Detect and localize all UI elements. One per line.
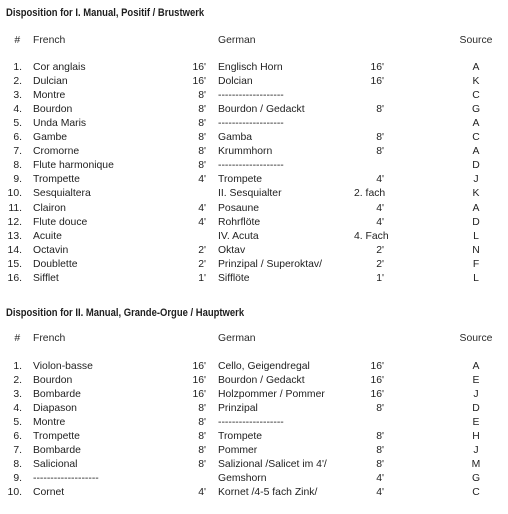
header-german: German (218, 333, 256, 344)
german-pitch: 16' (370, 375, 384, 387)
german-pitch: 4' (376, 487, 384, 499)
french-pitch: 2' (198, 244, 206, 256)
header-source: Source (459, 35, 493, 46)
german-pitch: 2. fach (354, 188, 386, 200)
german-pitch: 8' (376, 146, 384, 158)
german-stop-name: ------------------- (218, 160, 284, 172)
source-code: K (472, 76, 480, 88)
french-stop-name: ------------------- (33, 473, 99, 485)
german-stop-name: Prinzipal / Superoktav/ (218, 258, 322, 270)
stop-number: 1. (13, 62, 22, 73)
french-stop-name: Montre (33, 417, 66, 429)
french-stop-name: Doublette (33, 258, 78, 270)
french-stop-name: Trompette (33, 174, 80, 186)
table-row (0, 133, 508, 145)
french-stop-name: Acuite (33, 230, 62, 242)
table-row (0, 432, 508, 444)
german-pitch: 4' (376, 216, 384, 228)
french-pitch: 16' (192, 62, 206, 73)
german-pitch: 8' (376, 431, 384, 443)
german-pitch: 16' (370, 361, 384, 372)
source-code: D (472, 403, 480, 415)
table-row (0, 488, 508, 500)
french-stop-name: Gambe (33, 132, 68, 144)
german-stop-name: Posaune (218, 202, 260, 214)
german-stop-name: Bourdon / Gedackt (218, 375, 305, 387)
source-code: H (472, 431, 480, 443)
german-stop-name: Cello, Geigendregal (218, 361, 310, 372)
stop-number: 10. (7, 188, 22, 200)
source-code: E (472, 417, 480, 429)
stop-number: 6. (13, 132, 22, 144)
stop-number: 4. (13, 104, 22, 116)
french-pitch: 8' (198, 431, 206, 443)
table-row (0, 161, 508, 173)
french-stop-name: Octavin (33, 244, 69, 256)
german-pitch: 16' (370, 389, 384, 401)
table-row (0, 77, 508, 89)
french-pitch: 8' (198, 445, 206, 457)
stop-number: 1. (13, 361, 22, 372)
french-stop-name: Sesquialtera (33, 188, 91, 200)
source-code: A (472, 361, 480, 372)
german-stop-name: IV. Acuta (218, 230, 259, 242)
german-pitch: 8' (376, 445, 384, 457)
table-row (0, 460, 508, 472)
french-stop-name: Diapason (33, 403, 77, 415)
french-pitch: 8' (198, 118, 206, 130)
german-pitch: 8' (376, 104, 384, 116)
source-code: A (472, 146, 480, 158)
french-pitch: 16' (192, 361, 206, 372)
header-source: Source (459, 333, 493, 344)
stop-number: 5. (13, 118, 22, 130)
german-stop-name: ------------------- (218, 90, 284, 102)
stop-number: 8. (13, 160, 22, 172)
german-stop-name: Rohrflöte (218, 216, 261, 228)
german-stop-name: Bourdon / Gedackt (218, 104, 305, 116)
source-code: C (472, 90, 480, 102)
french-stop-name: Bourdon (33, 375, 73, 387)
table-row (0, 119, 508, 131)
french-pitch: 4' (198, 216, 206, 228)
french-pitch: 4' (198, 202, 206, 214)
stop-number: 12. (7, 216, 22, 228)
german-pitch: 4. Fach (354, 230, 389, 242)
french-pitch: 4' (198, 487, 206, 499)
table-row (0, 218, 508, 230)
german-stop-name: ------------------- (218, 417, 284, 429)
source-code: G (471, 473, 481, 485)
french-stop-name: Cornet (33, 487, 65, 499)
table-row (0, 232, 508, 244)
table-row (0, 105, 508, 117)
stop-number: 9. (13, 473, 22, 485)
french-pitch: 1' (198, 272, 206, 284)
stop-number: 6. (13, 431, 22, 443)
table-row (0, 474, 508, 486)
german-stop-name: Gamba (218, 132, 253, 144)
header-number: # (14, 333, 20, 344)
source-code: D (472, 160, 480, 172)
source-code: M (471, 459, 481, 471)
french-pitch: 8' (198, 459, 206, 471)
german-stop-name: Salizional /Salicet im 4'/ (218, 459, 327, 471)
stop-number: 13. (7, 230, 22, 242)
german-pitch: 8' (376, 403, 384, 415)
source-code: L (473, 272, 479, 284)
column-header-row (0, 334, 508, 346)
source-code: A (472, 62, 480, 73)
german-pitch: 8' (376, 459, 384, 471)
source-code: F (472, 258, 480, 270)
french-stop-name: Sifflet (33, 272, 59, 284)
french-pitch: 8' (198, 90, 206, 102)
stop-number: 4. (13, 403, 22, 415)
french-stop-name: Flute douce (33, 216, 88, 228)
french-pitch: 16' (192, 76, 206, 88)
german-stop-name: Sifflöte (218, 272, 250, 284)
stop-number: 7. (13, 146, 22, 158)
french-pitch: 2' (198, 258, 206, 270)
stop-number: 16. (7, 272, 22, 284)
stop-number: 10. (7, 487, 22, 499)
table-row (0, 260, 508, 272)
table-row (0, 362, 508, 374)
source-code: E (472, 375, 480, 387)
source-code: C (472, 487, 480, 499)
french-stop-name: Bombarde (33, 445, 81, 457)
source-code: J (473, 174, 479, 186)
source-code: G (471, 104, 481, 116)
german-stop-name: II. Sesquialter (218, 188, 282, 200)
stop-number: 2. (13, 76, 22, 88)
table-row (0, 418, 508, 430)
french-pitch: 8' (198, 403, 206, 415)
header-french: French (33, 333, 66, 344)
source-code: A (472, 118, 480, 130)
french-stop-name: Trompette (33, 431, 80, 443)
header-german: German (218, 35, 256, 46)
source-code: J (473, 445, 479, 457)
table-row (0, 390, 508, 402)
stop-number: 3. (13, 90, 22, 102)
french-stop-name: Salicional (33, 459, 78, 471)
german-pitch: 16' (370, 76, 384, 88)
table-row (0, 274, 508, 286)
table-row (0, 91, 508, 103)
german-pitch: 4' (376, 202, 384, 214)
stop-number: 7. (13, 445, 22, 457)
stop-number: 2. (13, 375, 22, 387)
stop-number: 15. (7, 258, 22, 270)
german-pitch: 1' (376, 272, 384, 284)
source-code: L (473, 230, 479, 242)
column-header-row (0, 36, 508, 48)
french-stop-name: Violon-basse (33, 361, 93, 372)
header-number: # (14, 35, 20, 46)
german-stop-name: Oktav (218, 244, 246, 256)
german-stop-name: Dolcian (218, 76, 253, 88)
german-pitch: 2' (376, 244, 384, 256)
table-row (0, 404, 508, 416)
french-pitch: 4' (198, 174, 206, 186)
stop-number: 11. (8, 202, 22, 214)
german-pitch: 4' (376, 174, 384, 186)
german-stop-name: Englisch Horn (218, 62, 283, 73)
source-code: C (472, 132, 480, 144)
table-row (0, 446, 508, 458)
table-row (0, 189, 508, 201)
german-stop-name: Prinzipal (218, 403, 258, 415)
german-stop-name: Holzpommer / Pommer (218, 389, 325, 401)
stop-number: 8. (13, 459, 22, 471)
table-row (0, 63, 508, 75)
source-code: A (472, 202, 480, 214)
german-stop-name: Trompete (218, 431, 263, 443)
table-row (0, 175, 508, 187)
french-pitch: 8' (198, 417, 206, 429)
french-pitch: 8' (198, 160, 206, 172)
french-pitch: 16' (192, 389, 206, 401)
german-stop-name: Gemshorn (218, 473, 267, 485)
stop-number: 14. (7, 244, 22, 256)
table-row (0, 376, 508, 388)
german-pitch: 4' (376, 473, 384, 485)
german-pitch: 2' (376, 258, 384, 270)
source-code: N (472, 244, 480, 256)
source-code: D (472, 216, 480, 228)
french-stop-name: Bombarde (33, 389, 81, 401)
table-row (0, 246, 508, 258)
german-stop-name: Trompete (218, 174, 263, 186)
french-stop-name: Clairon (33, 202, 66, 214)
french-stop-name: Cor anglais (33, 62, 86, 73)
french-pitch: 8' (198, 104, 206, 116)
stop-number: 3. (13, 389, 22, 401)
stop-number: 5. (13, 417, 22, 429)
section-title: Disposition for I. Manual, Positif / Brustwerk (6, 7, 205, 19)
table-row (0, 204, 508, 216)
german-pitch: 8' (376, 132, 384, 144)
german-stop-name: Pommer (218, 445, 258, 457)
german-stop-name: Krummhorn (218, 146, 273, 158)
source-code: K (472, 188, 480, 200)
german-pitch: 16' (370, 62, 384, 73)
table-row (0, 147, 508, 159)
german-stop-name: Kornet /4-5 fach Zink/ (218, 487, 318, 499)
french-stop-name: Dulcian (33, 76, 68, 88)
french-pitch: 16' (192, 375, 206, 387)
stop-number: 9. (13, 174, 22, 186)
french-pitch: 8' (198, 132, 206, 144)
french-pitch: 8' (198, 146, 206, 158)
source-code: J (473, 389, 479, 401)
header-french: French (33, 35, 66, 46)
french-stop-name: Bourdon (33, 104, 73, 116)
french-stop-name: Flute harmonique (33, 160, 114, 172)
german-stop-name: ------------------- (218, 118, 284, 130)
french-stop-name: Montre (33, 90, 66, 102)
french-stop-name: Unda Maris (33, 118, 87, 130)
section-title: Disposition for II. Manual, Grande-Orgue / Hauptwerk (6, 307, 245, 319)
french-stop-name: Cromorne (33, 146, 80, 158)
